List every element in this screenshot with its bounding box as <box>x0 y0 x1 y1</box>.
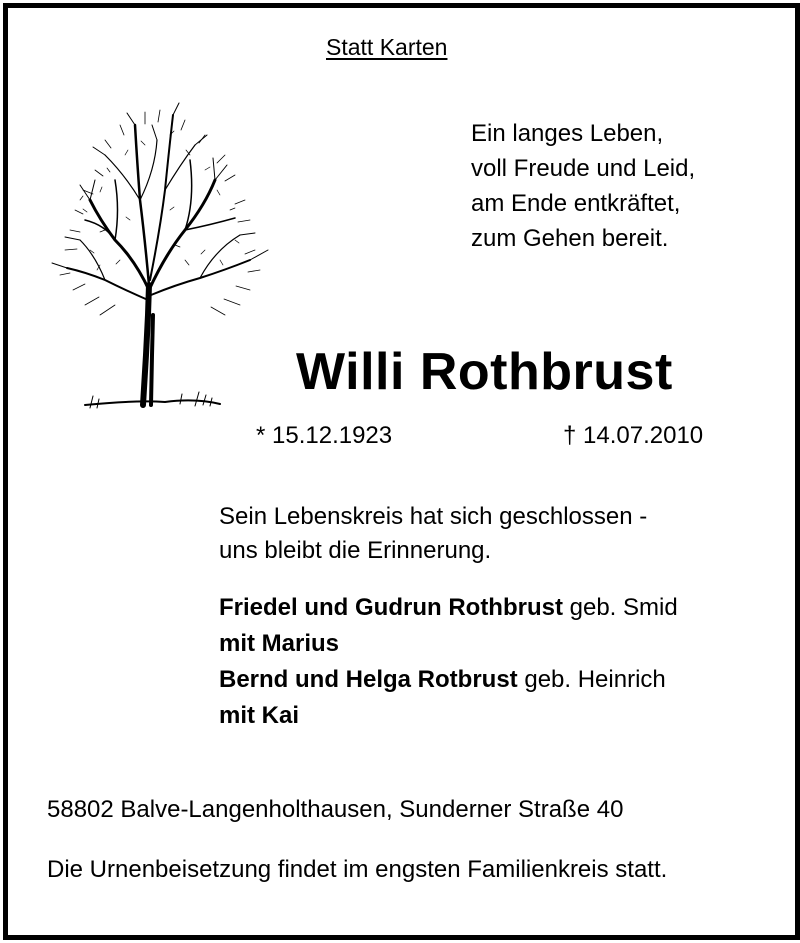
deceased-name: Willi Rothbrust <box>296 343 673 401</box>
family-suffix: geb. Smid <box>562 594 678 621</box>
heading: Statt Karten <box>326 34 448 60</box>
poem-line: Ein langes Leben, <box>471 120 664 147</box>
sentence-line: Sein Lebenskreis hat sich geschlossen - <box>219 503 648 530</box>
family-names: mit Marius <box>219 630 340 657</box>
family-list <box>219 590 678 734</box>
family-names: Bernd und Helga Rotbrust <box>219 666 518 693</box>
birth-date: * 15.12.1923 <box>256 422 393 449</box>
poem-line: zum Gehen bereit. <box>471 225 669 252</box>
burial-note: Die Urnenbeisetzung findet im engsten Familienkreis statt. <box>47 856 668 883</box>
family-entry <box>219 662 678 698</box>
family-names: mit Kai <box>219 702 300 729</box>
family-entry <box>219 698 678 734</box>
sentence-line: uns bleibt die Erinnerung. <box>219 537 492 564</box>
tree-illustration <box>45 100 285 415</box>
death-date: † 14.07.2010 <box>563 422 704 449</box>
poem-line: am Ende entkräftet, <box>471 190 681 217</box>
family-names: Friedel und Gudrun Rothbrust <box>219 594 563 621</box>
poem <box>471 116 695 256</box>
family-entry <box>219 590 678 626</box>
memorial-sentence <box>219 500 647 568</box>
family-entry <box>219 626 678 662</box>
poem-line: voll Freude und Leid, <box>471 155 696 182</box>
family-suffix: geb. Heinrich <box>517 666 666 693</box>
address: 58802 Balve-Langenholthausen, Sunderner Straße 40 <box>47 796 624 823</box>
